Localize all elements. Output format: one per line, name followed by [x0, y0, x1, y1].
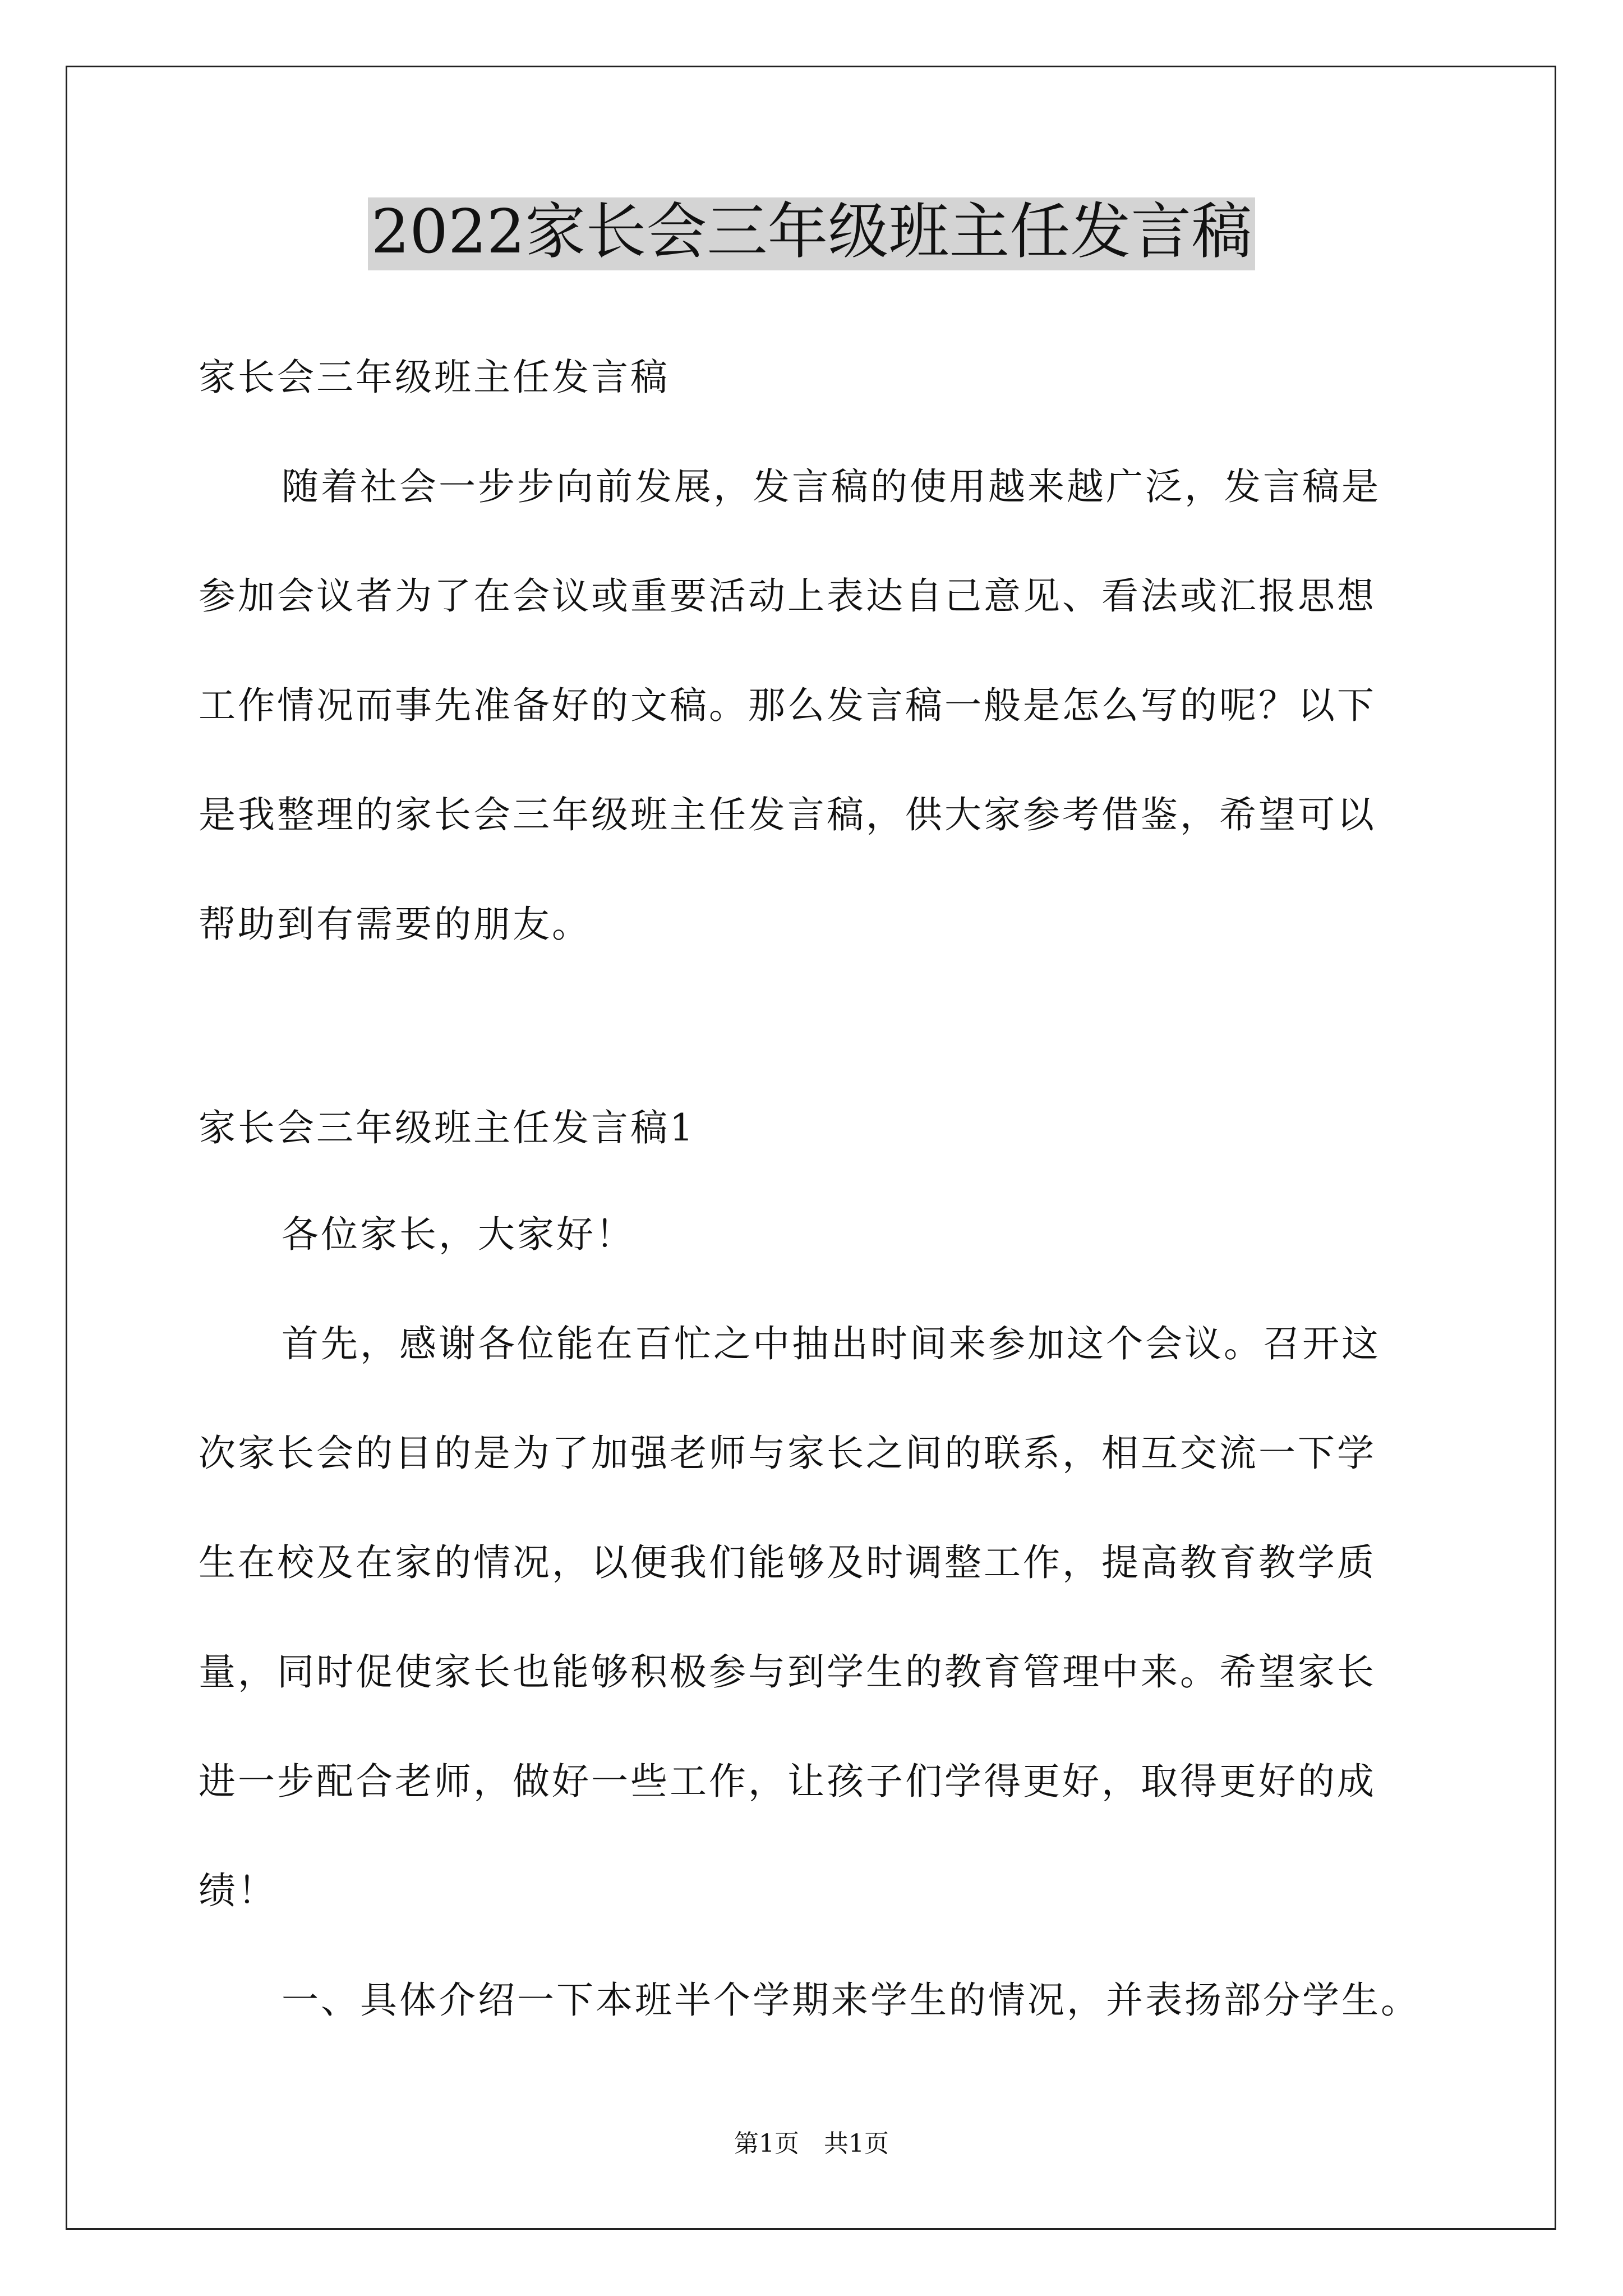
- body-line-1: 首先，感谢各位能在百忙之中抽出时间来参加这个会议。召开这: [282, 1322, 1381, 1365]
- intro-line-4: 是我整理的家长会三年级班主任发言稿，供大家参考借鉴，希望可以: [199, 793, 1376, 836]
- point-one: 一、具体介绍一下本班半个学期来学生的情况，并表扬部分学生。: [282, 1978, 1420, 2022]
- intro-line-2: 参加会议者为了在会议或重要活动上表达自己意见、看法或汇报思想: [199, 574, 1376, 618]
- section-heading: 家长会三年级班主任发言稿1: [199, 1106, 695, 1149]
- document-title: [0, 197, 1623, 270]
- body-line-2: 次家长会的目的是为了加强老师与家长之间的联系，相互交流一下学: [199, 1432, 1376, 1475]
- page-footer: 第1页 共1页: [734, 2129, 889, 2158]
- body-line-3: 生在校及在家的情况，以便我们能够及时调整工作，提高教育教学质: [199, 1541, 1376, 1584]
- intro-line-3: 工作情况而事先准备好的文稿。那么发言稿一般是怎么写的呢？以下: [199, 684, 1376, 727]
- intro-line-1: 随着社会一步步向前发展，发言稿的使用越来越广泛，发言稿是: [282, 465, 1381, 508]
- body-line-5: 进一步配合老师，做好一些工作，让孩子们学得更好，取得更好的成: [199, 1760, 1376, 1803]
- body-line-4: 量，同时促使家长也能够积极参与到学生的教育管理中来。希望家长: [199, 1650, 1376, 1694]
- greeting: 各位家长，大家好！: [282, 1213, 635, 1256]
- body-line-6: 绩！: [199, 1869, 277, 1912]
- document-title-text: 2022家长会三年级班主任发言稿: [368, 197, 1256, 270]
- subtitle: 家长会三年级班主任发言稿: [199, 356, 670, 399]
- intro-line-5: 帮助到有需要的朋友。: [199, 903, 591, 946]
